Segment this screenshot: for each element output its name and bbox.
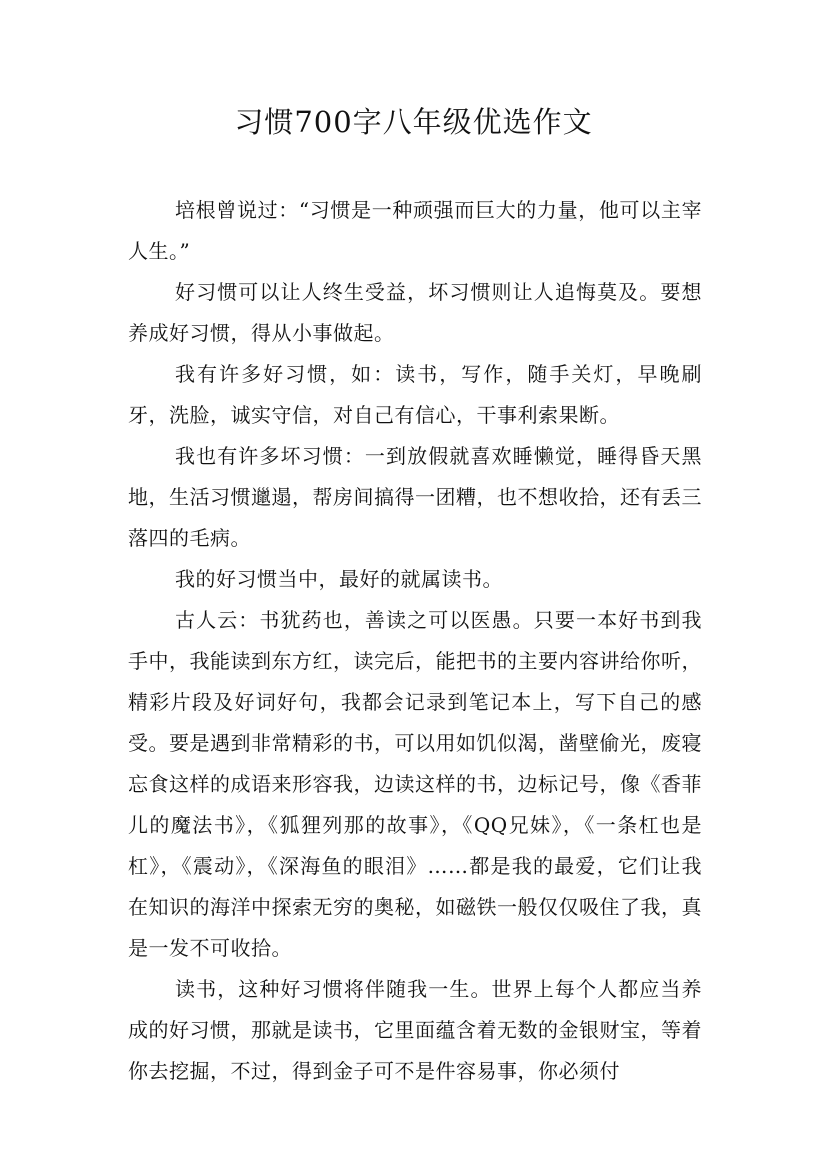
paragraph-3: 我有许多好习惯，如：读书，写作，随手关灯，早晚刷牙，洗脸，诚实守信，对自己有信心，干事利索果断。	[128, 362, 702, 427]
essay-body	[128, 190, 702, 1092]
document-title: 习惯700字八年级优选作文	[234, 105, 593, 139]
paragraph-6: 古人云：书犹药也，善读之可以医愚。只要一本好书到我手中，我能读到东方红，读完后，能把书的主要内容讲给你听，精彩片段及好词好句，我都会记录到笔记本上，写下自己的感受。要是遇到非常精彩的书，可以用如饥似渴，凿壁偷光，废寝忘食这样的成语来形容我，边读这样的书，边标记号，像《香菲儿的魔法书》，《狐狸列那的故事》，《QQ兄妹》，《一条杠也是杠》，《震动》，《深海鱼的眼泪》……都是我的最爱，它们让我在知识的海洋中探索无穷的奥秘，如磁铁一般仅仅吸住了我，真是一发不可收拾。	[128, 608, 702, 960]
paragraph-1: 培根曾说过：“习惯是一种顽强而巨大的力量，他可以主宰人生。”	[128, 198, 702, 263]
paragraph-4: 我也有许多坏习惯：一到放假就喜欢睡懒觉，睡得昏天黑地，生活习惯邋遢，帮房间搞得一团糟，也不想收拾，还有丢三落四的毛病。	[128, 444, 702, 550]
paragraph-2: 好习惯可以让人终生受益，坏习惯则让人追悔莫及。要想养成好习惯，得从小事做起。	[128, 280, 702, 345]
paragraph-5: 我的好习惯当中，最好的就属读书。	[175, 567, 503, 591]
paragraph-7: 读书，这种好习惯将伴随我一生。世界上每个人都应当养成的好习惯，那就是读书，它里面蕴含着无数的金银财宝，等着你去挖掘，不过，得到金子可不是件容易事，你必须付	[128, 977, 702, 1083]
